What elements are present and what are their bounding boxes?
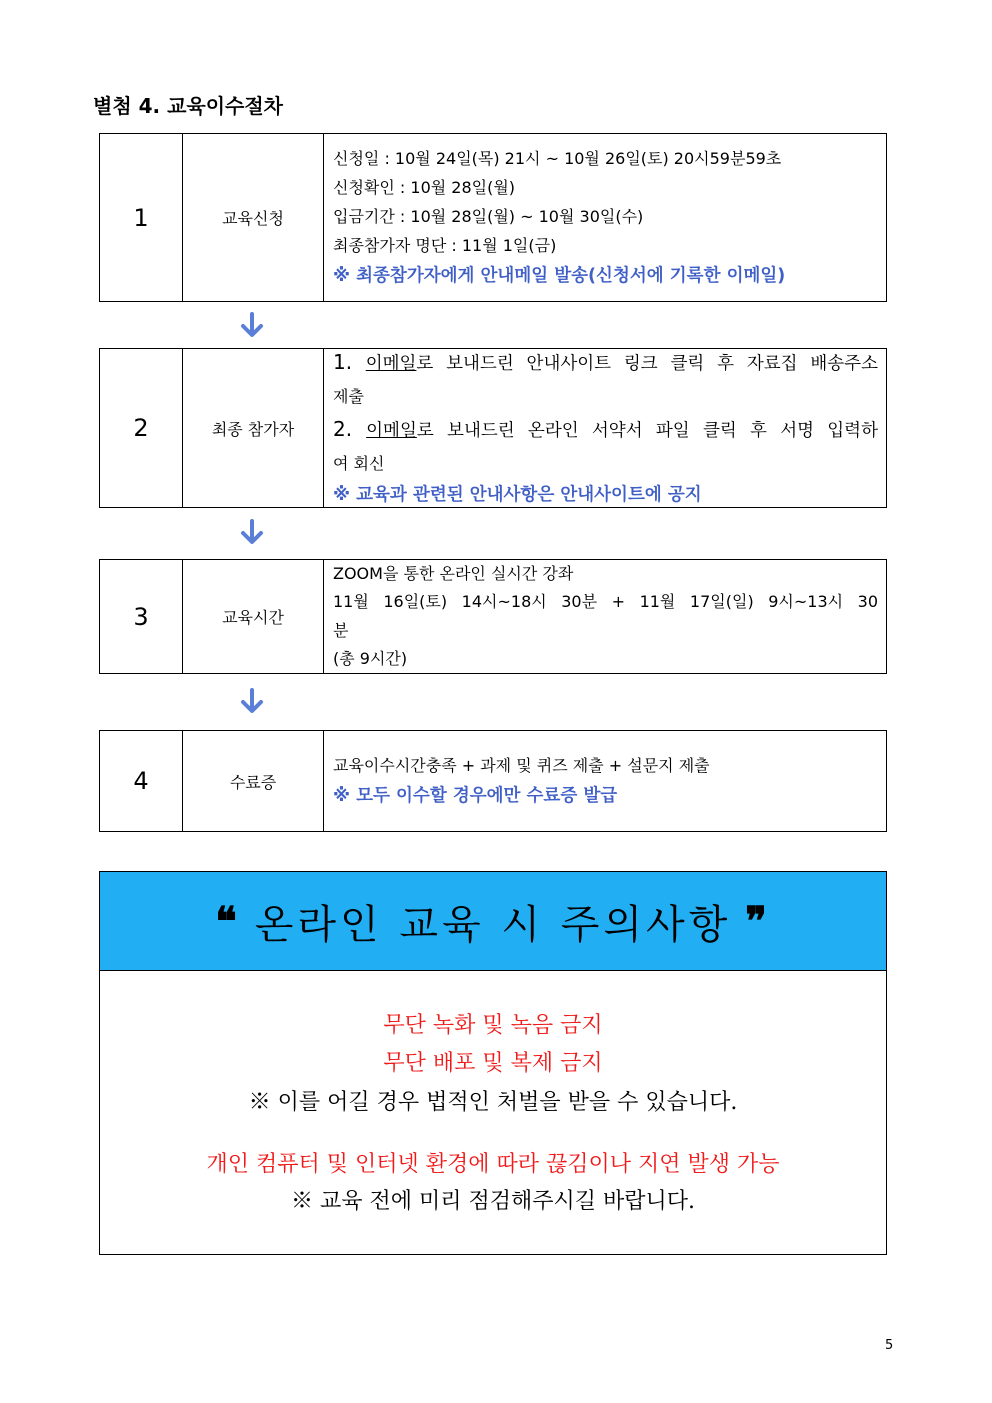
open-quote-icon: ❝ [215,897,241,945]
arrow-down-icon [238,519,266,547]
warning-no-recording: 무단 녹화 및 녹음 금지 [383,1013,603,1038]
step-note: ※ 교육과 관련된 안내사항은 안내사이트에 공지 [333,485,702,505]
notice-body [100,1007,886,1219]
item-text: 로 보내드린 온라인 서약서 파일 클릭 후 서명 입력하 [416,421,878,441]
email-underlined: 이메일 [365,354,417,374]
page-heading: 별첨 4. 교육이수절차 [93,94,283,118]
step-number: 4 [100,731,183,831]
payment-period: 입금기간 : 10월 28일(월) ~ 10월 30일(수) [333,207,644,226]
notice-title: 온라인 교육 시 주의사항 [254,901,732,948]
step-4-row [99,730,887,832]
step-1-row [99,133,887,302]
warning-connection: 개인 컴퓨터 및 인터넷 환경에 따라 끊김이나 지연 발생 가능 [206,1152,780,1177]
final-list-date: 최종참가자 명단 : 11월 1일(금) [333,236,557,255]
course-schedule-cont: 분 [333,620,349,640]
arrow-down-icon [238,312,266,340]
close-quote-icon: ❞ [745,897,771,945]
course-format: ZOOM을 통한 온라인 실시간 강좌 [333,563,574,583]
item-prefix: 2. [333,417,367,441]
step-label: 최종 참가자 [183,349,324,507]
instruction-2 [333,414,878,447]
warning-no-distribution: 무단 배포 및 복제 금지 [383,1051,603,1076]
step-content [324,349,886,507]
item-text: 로 보내드린 안내사이트 링크 클릭 후 자료집 배송주소 [416,354,878,374]
step-content [324,560,886,673]
item-prefix: 1. [333,350,366,374]
legal-penalty-note: ※ 이를 어길 경우 법적인 처벌을 받을 수 있습니다. [248,1090,738,1115]
step-content [324,134,886,301]
step-note: ※ 모두 이수할 경우에만 수료증 발급 [333,786,618,806]
check-beforehand-note: ※ 교육 전에 미리 점검해주시길 바랍니다. [291,1189,695,1214]
step-3-row [99,559,887,674]
completion-requirements: 교육이수시간충족 + 과제 및 퀴즈 제출 + 설문지 제출 [333,756,710,775]
step-label: 교육시간 [183,560,324,673]
step-2-row [99,348,887,508]
instruction-1 [333,347,878,380]
application-date: 신청일 : 10월 24일(목) 21시 ~ 10월 26일(토) 20시59분59초 [333,149,782,168]
total-hours: (총 9시간) [333,648,408,668]
step-content [324,731,886,831]
email-underlined: 이메일 [366,421,417,441]
instruction-2-cont: 여 회신 [333,454,385,473]
step-note: ※ 최종참가자에게 안내메일 발송(신청서에 기록한 이메일) [333,266,786,286]
page-number: 5 [885,1338,894,1353]
step-number: 1 [100,134,183,301]
notice-header [100,872,886,971]
arrow-down-icon [238,688,266,716]
step-number: 2 [100,349,183,507]
step-number: 3 [100,560,183,673]
confirmation-date: 신청확인 : 10월 28일(월) [333,178,516,197]
online-notice-box [99,871,887,1255]
step-label: 수료증 [183,731,324,831]
step-label: 교육신청 [183,134,324,301]
course-schedule: 11월 16일(토) 14시~18시 30분 + 11월 17일(일) 9시~13시 30 [333,591,878,611]
instruction-1-cont: 제출 [333,387,364,406]
